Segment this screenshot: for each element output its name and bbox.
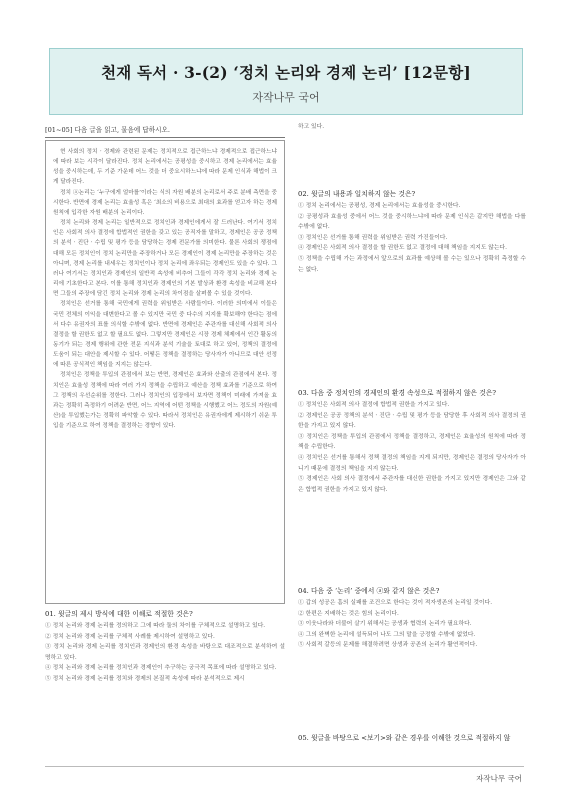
passage-paragraph: 정치 ⓐ논리는 ‘누구에게 얼마를’이라는 식의 자원 배분의 논리로서 주로 분배 측면을 중시한다. 반면에 경제 논리는 효율성 혹은 ‘최소의 비용으로 최대의 효과를 얻고자 하는 경제 원칙에 입각한 자원 배분의 논리이다.: [53, 189, 277, 216]
answer-option[interactable]: ③ 이웃나라와 더불어 살기 위해서는 공생과 협력의 논리가 필요하다.: [298, 621, 472, 628]
answer-option[interactable]: ① 정치 논리와 경제 논리를 정의하고 그에 따라 둘의 차이를 구체적으로 설명하고 있다.: [45, 623, 266, 629]
question-04: [298, 585, 526, 651]
answer-option[interactable]: ② 정치 논리와 경제 논리를 구체적 사례를 제시하여 설명하고 있다.: [45, 633, 215, 640]
header-box: [49, 48, 523, 115]
answer-option[interactable]: ② 공평성과 효율성 중에서 어느 것을 중시하느냐에 따라 문제 인식은 같지만 해법을 다를 수밖에 없다.: [298, 213, 526, 231]
answer-option[interactable]: ④ 정치인은 선거를 통해서 정책 결정의 책임을 지게 되지만, 경제인은 결정의 당사자가 아니기 때문에 결정의 책임을 지지 않는다.: [298, 454, 526, 472]
question-03: [298, 387, 526, 495]
answer-option[interactable]: ④ 정치 논리와 경제 논리를 정치인과 경제인이 추구하는 궁극적 목표에 따라 설명하고 있다.: [45, 665, 277, 672]
question-title: 05. 윗글을 바탕으로 <보기>와 같은 경우를 이해한 것으로 적절하지 않: [298, 734, 511, 742]
answer-option[interactable]: ④ 그의 완벽한 논리에 설득되어 나도 그의 말을 긍정할 수밖에 없었다.: [298, 631, 476, 638]
question-title: 04. 다음 중 ‘논리’ 중에서 ⓐ와 같지 않은 것은?: [298, 587, 440, 595]
passage-paragraph: 정치인은 선거를 통해 국민에게 권력을 위임받은 사람들이다. 이러한 의미에서 이들은 국민 전체의 이익을 대변한다고 볼 수 있지만 국민 중 다수의 지지를 확보해야 한다는 점에서 다수 유권자의 표를 의식할 수밖에 없다. 반면에 경제인은 주관자를 대신해 사회적 의사 결정을 할 권한도 없고 할 필요도 없다. 그렇지만 경제인은 시장 경제 체제에서 인간 활동의 동기가 되는 경제 행위에 관한 전문 지식과 분석 기술을 토대로 하고 있어, 정책의 결정에 도움이 되는 대안을 제시할 수 있다. 어떻든 정책을 결정하는 당사자가 아니므로 대안 선정에 따른 공식적인 책임을 지지는 않는다.: [53, 301, 277, 369]
instruction: [01~05] 다음 글을 읽고, 물음에 답하시오.: [45, 124, 285, 138]
page-subtitle: 자작나무 국어: [252, 91, 320, 104]
answer-option[interactable]: ⑤ 정책을 수립해 가는 과정에서 앞으로의 효과를 예상해 볼 수는 있으나 정확히 측정할 수는 없다.: [298, 255, 526, 273]
page-title: 천재 독서 · 3-(2) ‘정치 논리와 경제 논리’ [12문항]: [101, 63, 471, 82]
answer-option[interactable]: ③ 정치인은 선거를 통해 권력을 위임받은 권력 가진들이다.: [298, 234, 448, 241]
question-01: [45, 608, 285, 685]
question-05: [298, 732, 526, 745]
answer-option[interactable]: ⑤ 정치 논리와 경제 논리를 정치와 경제의 본질적 속성에 따라 분석적으로 제시: [45, 675, 245, 682]
question-title: 01. 윗글의 제시 방식에 대한 이해로 적절한 것은?: [45, 610, 193, 618]
answer-option[interactable]: ③ 정치인은 정책을 투입의 관점에서 정책을 결정하고, 경제인은 효율성의 원칙에 따라 정책을 수립한다.: [298, 433, 526, 451]
answer-option[interactable]: ① 정치 논리에서는 공평성, 경제 논리에서는 효율성을 중시한다.: [298, 203, 461, 209]
answer-option[interactable]: ② 한편은 지배하는 것은 힘의 논리이다.: [298, 610, 399, 617]
question-title: 03. 다음 중 정치인의 경제인의 환경 속성으로 적절하지 않은 것은?: [298, 389, 497, 397]
passage-paragraph: 정치 논리와 경제 논리는 일반적으로 정치인과 경제인에게서 잘 드러난다. 여기서 정치인은 사회적 의사 결정에 합법적인 권한을 갖고 있는 공직자를 말하고, 경제인은 공공 정책의 분석 · 진단 · 수립 및 평가 등을 담당하는 경제 전문가를 의미한다. 물론 사회의 쟁점에 대해 모든 정치인이 정치 논리만을 주장하거나 모든 경제인이 경제 논리만을 주장하는 것은 아니며, 경제 논리를 내세우는 정치인이나 정치 논리에 좌우되는 경제인도 있을 수 있다. 그러나 여기서는 정치인과 경제인의 일반적 속성에 비추어 그들이 각각 정치 논리와 경제 논리에 기초한다고 본다. 이를 통해 정치인과 경제인의 기본 발상과 환경 속성을 비교해 본다면 그들의 주장에 담긴 정치 논리와 경제 논리의 차이점을 살펴볼 수 있을 것이다.: [53, 220, 277, 298]
footer-divider: [45, 766, 524, 767]
answer-option[interactable]: ③ 정치 논리와 경제 논리를 정치인과 경제인의 환경 속성을 바탕으로 대조적으로 분석하여 설명하고 있다.: [45, 644, 285, 661]
answer-option[interactable]: ④ 경제인은 사회적 의사 결정을 할 권한도 없고 결정에 대해 책임을 지지도 않는다.: [298, 245, 507, 252]
question-title: 02. 윗글의 내용과 일치하지 않는 것은?: [298, 190, 416, 198]
answer-option[interactable]: ① 정치인은 사회적 의사 결정에 합법적 권한을 가지고 있다.: [298, 402, 450, 408]
answer-option[interactable]: ⑤ 경제인은 사회 의사 결정에서 주관자를 대신한 권한을 가지고 있지만 경제인은 그와 같은 합법적 권한을 가지고 있지 않다.: [298, 476, 526, 493]
reading-passage: [45, 140, 285, 604]
continued-text: 하고 있다.: [298, 124, 325, 130]
passage-paragraph: 정치인은 정책을 투입의 관점에서 보는 반면, 경제인은 효과와 산출의 관점에서 본다. 정치인은 효율성 정책에 따라 여러 가지 정책을 수립하고 예산을 정책 효과를 기준으로 하여 그 정책의 우선순위를 정한다. 그러나 정치인의 입장에서 보자면 정책이 미래에 가져올 효과는 정확히 측정하기 어려운 반면, 어느 지역에 어떤 정책을 시행했고 어느 정도의 자원(예산)을 투입했는가는 정확히 파악할 수 있다. 따라서 정치인은 유권자에게 제시하기 쉬운 투입을 기준으로 하여 정책을 결정하는 경향이 있다.: [53, 372, 277, 430]
answer-option[interactable]: ① 갑의 성공은 흠의 실패를 조건으로 한다는 것이 적자생존의 논리일 것이다.: [298, 600, 493, 606]
page-footer: 자작나무 국어: [476, 774, 522, 783]
passage-paragraph: 현 사회의 정치 · 경제와 관련된 문제는 정치적으로 접근하느냐 경제적으로 접근하느냐에 따라 보는 시각이 달라진다. 정치 논리에서는 공평성을 중시하고 경제 논리에서는 효율성을 중시하는데, 두 기준 가운데 어느 것을 더 중요시하느냐에 따라 문제 인식과 해법이 크게 달라진다.: [53, 149, 277, 186]
answer-option[interactable]: ⑤ 사회적 갈등의 문제를 해결하려면 상생과 공존의 논리가 활연적이다.: [298, 642, 478, 649]
answer-option[interactable]: ② 경제인은 공공 정책의 분석 · 진단 · 수립 및 평가 등을 담당한 후 사회적 의사 결정의 권한을 가지고 있지 않다.: [298, 412, 526, 430]
question-02: [298, 188, 526, 275]
